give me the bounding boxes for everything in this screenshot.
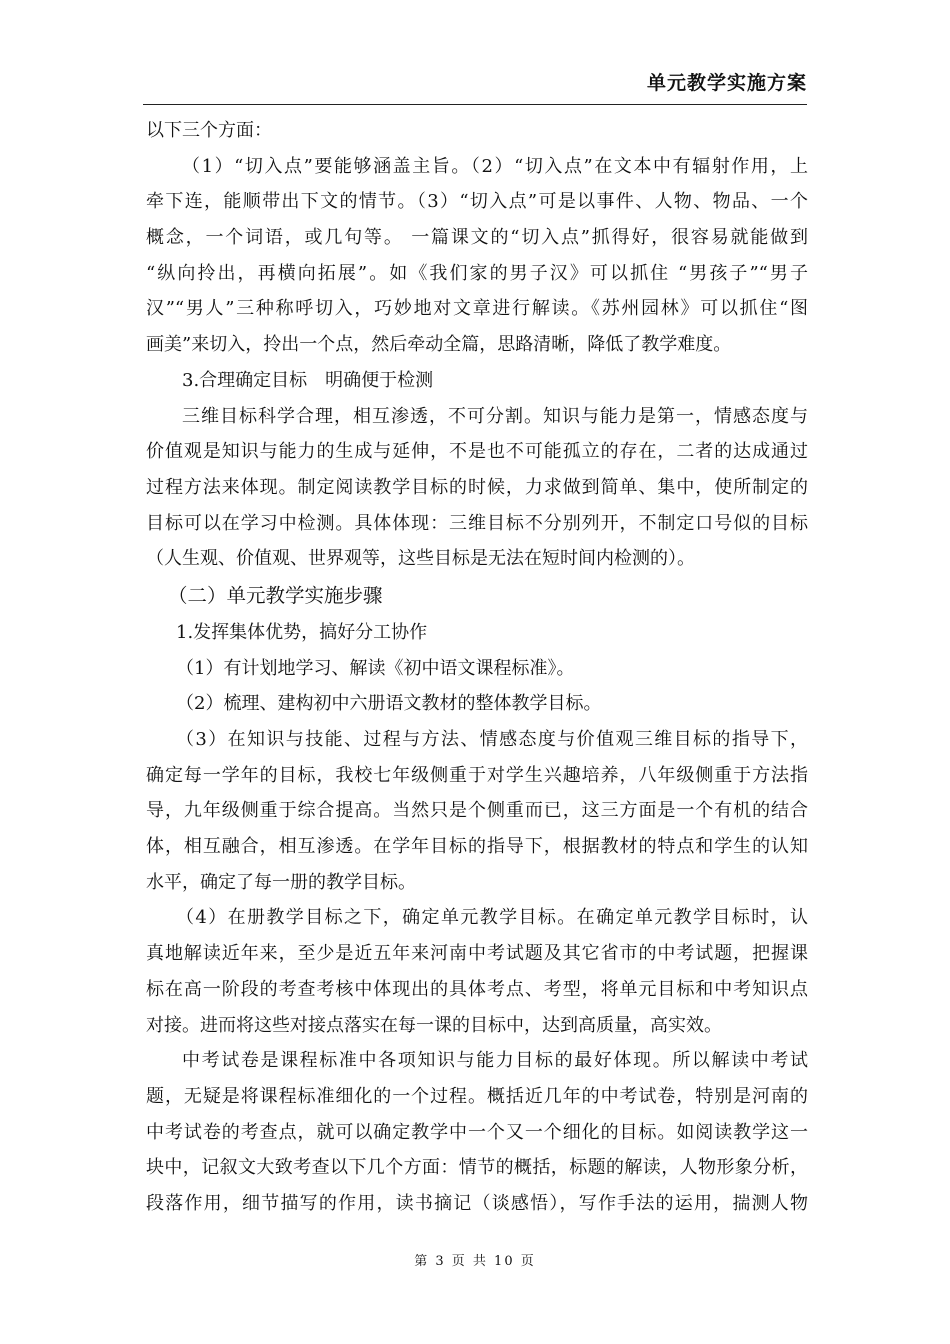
body-line: 题，无疑是将课程标准细化的一个过程。概括近几年的中考试卷，特别是河南的 [146,1085,808,1107]
body-line: 汉”“男人”三种称呼切入，巧妙地对文章进行解读。《苏州园林》可以抓住“图 [146,298,808,320]
body-line: 三维目标科学合理，相互渗透，不可分割。知识与能力是第一，情感态度与 [182,405,808,427]
document-body [146,113,808,1222]
list-item: （2）梳理、建构初中六册语文教材的整体教学目标。 [176,693,602,715]
subsection-heading: 3.合理确定目标 明确便于检测 [182,369,434,391]
body-line: 确定每一学年的目标，我校七年级侧重于对学生兴趣培养，八年级侧重于方法指 [146,764,808,786]
body-line: 牵下连，能顺带出下文的情节。（3）“切入点”可是以事件、人物、物品、一个 [146,191,808,213]
body-line: 中考试卷是课程标准中各项知识与能力目标的最好体现。所以解读中考试 [182,1050,808,1072]
list-item: （4）在册教学目标之下，确定单元教学目标。在确定单元教学目标时，认 [176,907,808,929]
body-line: 段落作用，细节描写的作用，读书摘记（谈感悟），写作手法的运用，揣测人物 [146,1192,808,1214]
body-line: 导，九年级侧重于综合提高。当然只是个侧重而已，这三方面是一个有机的结合 [146,800,808,822]
body-line: 过程方法来体现。制定阅读教学目标的时候，力求做到简单、集中，使所制定的 [146,476,808,498]
body-line: 体，相互融合，相互渗透。在学年目标的指导下，根据教材的特点和学生的认知 [146,836,808,858]
header-divider [143,104,807,105]
body-line: （人生观、价值观、世界观等，这些目标是无法在短时间内检测的）。 [146,548,695,570]
body-line: 对接。进而将这些对接点落实在每一课的目标中，达到高质量，高实效。 [146,1014,722,1036]
body-line: 目标可以在学习中检测。具体体现：三维目标不分别列开，不制定口号似的目标 [146,512,808,534]
list-item: （1）有计划地学习、解读《初中语文课程标准》。 [176,657,575,679]
page-number-footer: 第 3 页 共 10 页 [414,1254,536,1269]
subsection-heading: 1.发挥集体优势，搞好分工协作 [176,621,428,643]
list-item: （3）在知识与技能、过程与方法、情感态度与价值观三维目标的指导下， [176,729,808,750]
body-line: 中考试卷的考查点，就可以确定教学中一个又一个细化的目标。如阅读教学这一 [146,1121,808,1143]
document-header-title: 单元教学实施方案 [646,72,807,94]
body-line: 画美”来切入，拎出一个点，然后牵动全篇，思路清晰，降低了教学难度。 [146,334,732,356]
body-line: 以下三个方面： [146,120,272,141]
section-heading: （二）单元教学实施步骤 [168,583,383,607]
body-line: 水平，确定了每一册的教学目标。 [146,871,416,893]
body-line: 概念，一个词语，或几句等。 一篇课文的“切入点”抓得好，很容易就能做到 [146,227,808,249]
body-line: 标在高一阶段的考查考核中体现出的具体考点、考型，将单元目标和中考知识点 [146,978,808,1000]
body-line: 块中，记叙文大致考查以下几个方面：情节的概括，标题的解读，人物形象分析， [146,1157,808,1179]
body-line: 价值观是知识与能力的生成与延伸，不是也不可能孤立的存在，二者的达成通过 [146,441,808,463]
body-line: “纵向拎出，再横向拓展”。如《我们家的男子汉》可以抓住 “男孩子”“男子 [146,262,808,284]
body-line: 真地解读近年来，至少是近五年来河南中考试题及其它省市的中考试题，把握课 [146,943,808,965]
body-line: （1）“切入点”要能够涵盖主旨。（2）“切入点”在文本中有辐射作用，上 [182,155,808,177]
